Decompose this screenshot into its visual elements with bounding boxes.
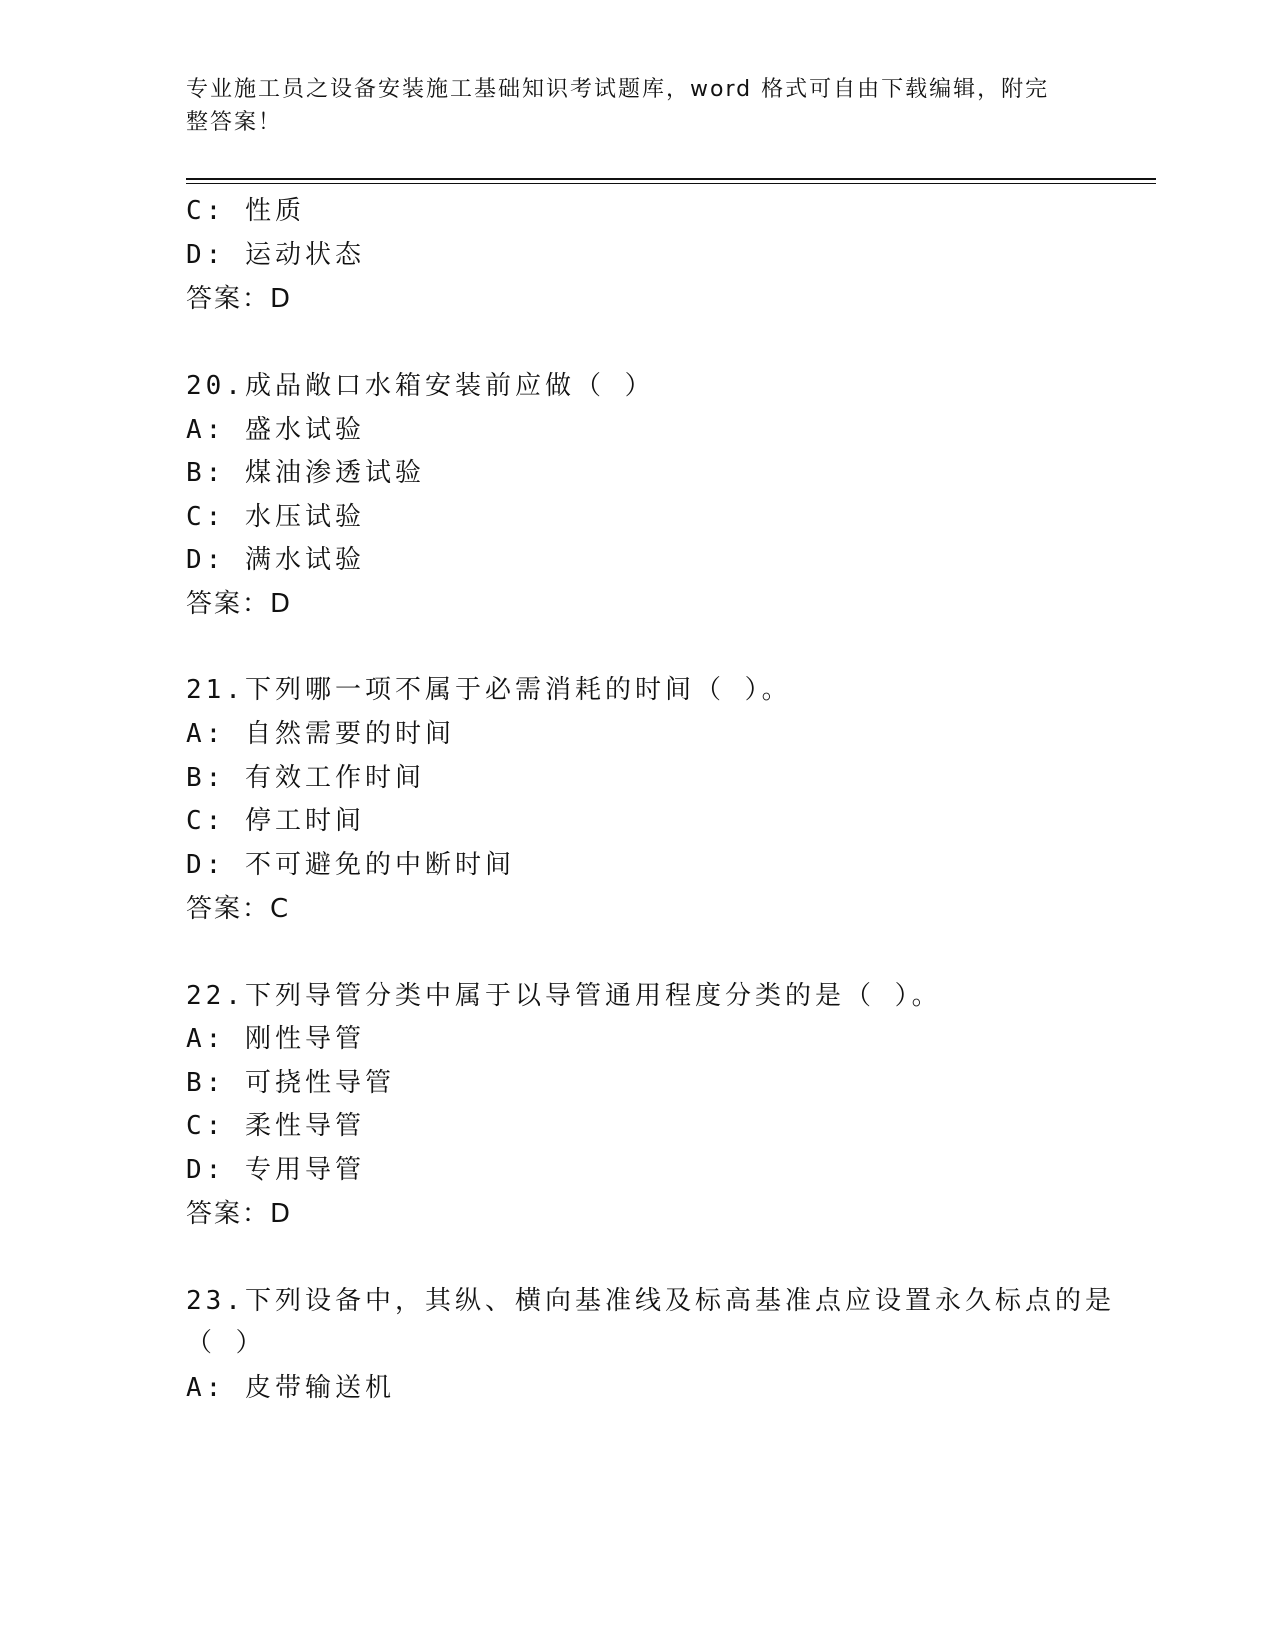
prev-option-c: C: 性质: [186, 196, 305, 226]
q20-option-b: B: 煤油渗透试验: [186, 458, 425, 488]
header-divider-thick: [186, 178, 1156, 180]
q22-answer: 答案：D: [186, 1199, 293, 1229]
prev-option-d: D: 运动状态: [186, 240, 365, 270]
q21-option-d: D: 不可避免的中断时间: [186, 850, 515, 880]
prev-answer: 答案：D: [186, 284, 293, 314]
q21-option-a: A: 自然需要的时间: [186, 719, 455, 749]
q20-stem: 20.成品敞口水箱安装前应做（ ）: [186, 371, 655, 401]
q22-option-b: B: 可挠性导管: [186, 1068, 395, 1098]
q22-stem: 22.下列导管分类中属于以导管通用程度分类的是（ ）。: [186, 981, 942, 1011]
q21-option-c: C: 停工时间: [186, 806, 365, 836]
q23-stem-line2: （ ）: [186, 1328, 266, 1358]
q21-answer: 答案：C: [186, 894, 291, 924]
q21-stem: 21.下列哪一项不属于必需消耗的时间（ ）。: [186, 675, 792, 705]
q20-answer: 答案：D: [186, 589, 293, 619]
q23-stem-line1: 23.下列设备中，其纵、横向基准线及标高基准点应设置永久标点的是: [186, 1286, 1115, 1316]
q22-option-a: A: 刚性导管: [186, 1024, 365, 1054]
q22-option-d: D: 专用导管: [186, 1155, 365, 1185]
q20-option-c: C: 水压试验: [186, 502, 365, 532]
q23-option-a: A: 皮带输送机: [186, 1373, 395, 1403]
header-divider-thin: [186, 183, 1156, 184]
q20-option-a: A: 盛水试验: [186, 415, 365, 445]
q21-option-b: B: 有效工作时间: [186, 763, 425, 793]
document-header: 专业施工员之设备安装施工基础知识考试题库，word 格式可自由下载编辑，附完整答案！: [186, 77, 1050, 135]
q20-option-d: D: 满水试验: [186, 545, 365, 575]
q22-option-c: C: 柔性导管: [186, 1111, 365, 1141]
